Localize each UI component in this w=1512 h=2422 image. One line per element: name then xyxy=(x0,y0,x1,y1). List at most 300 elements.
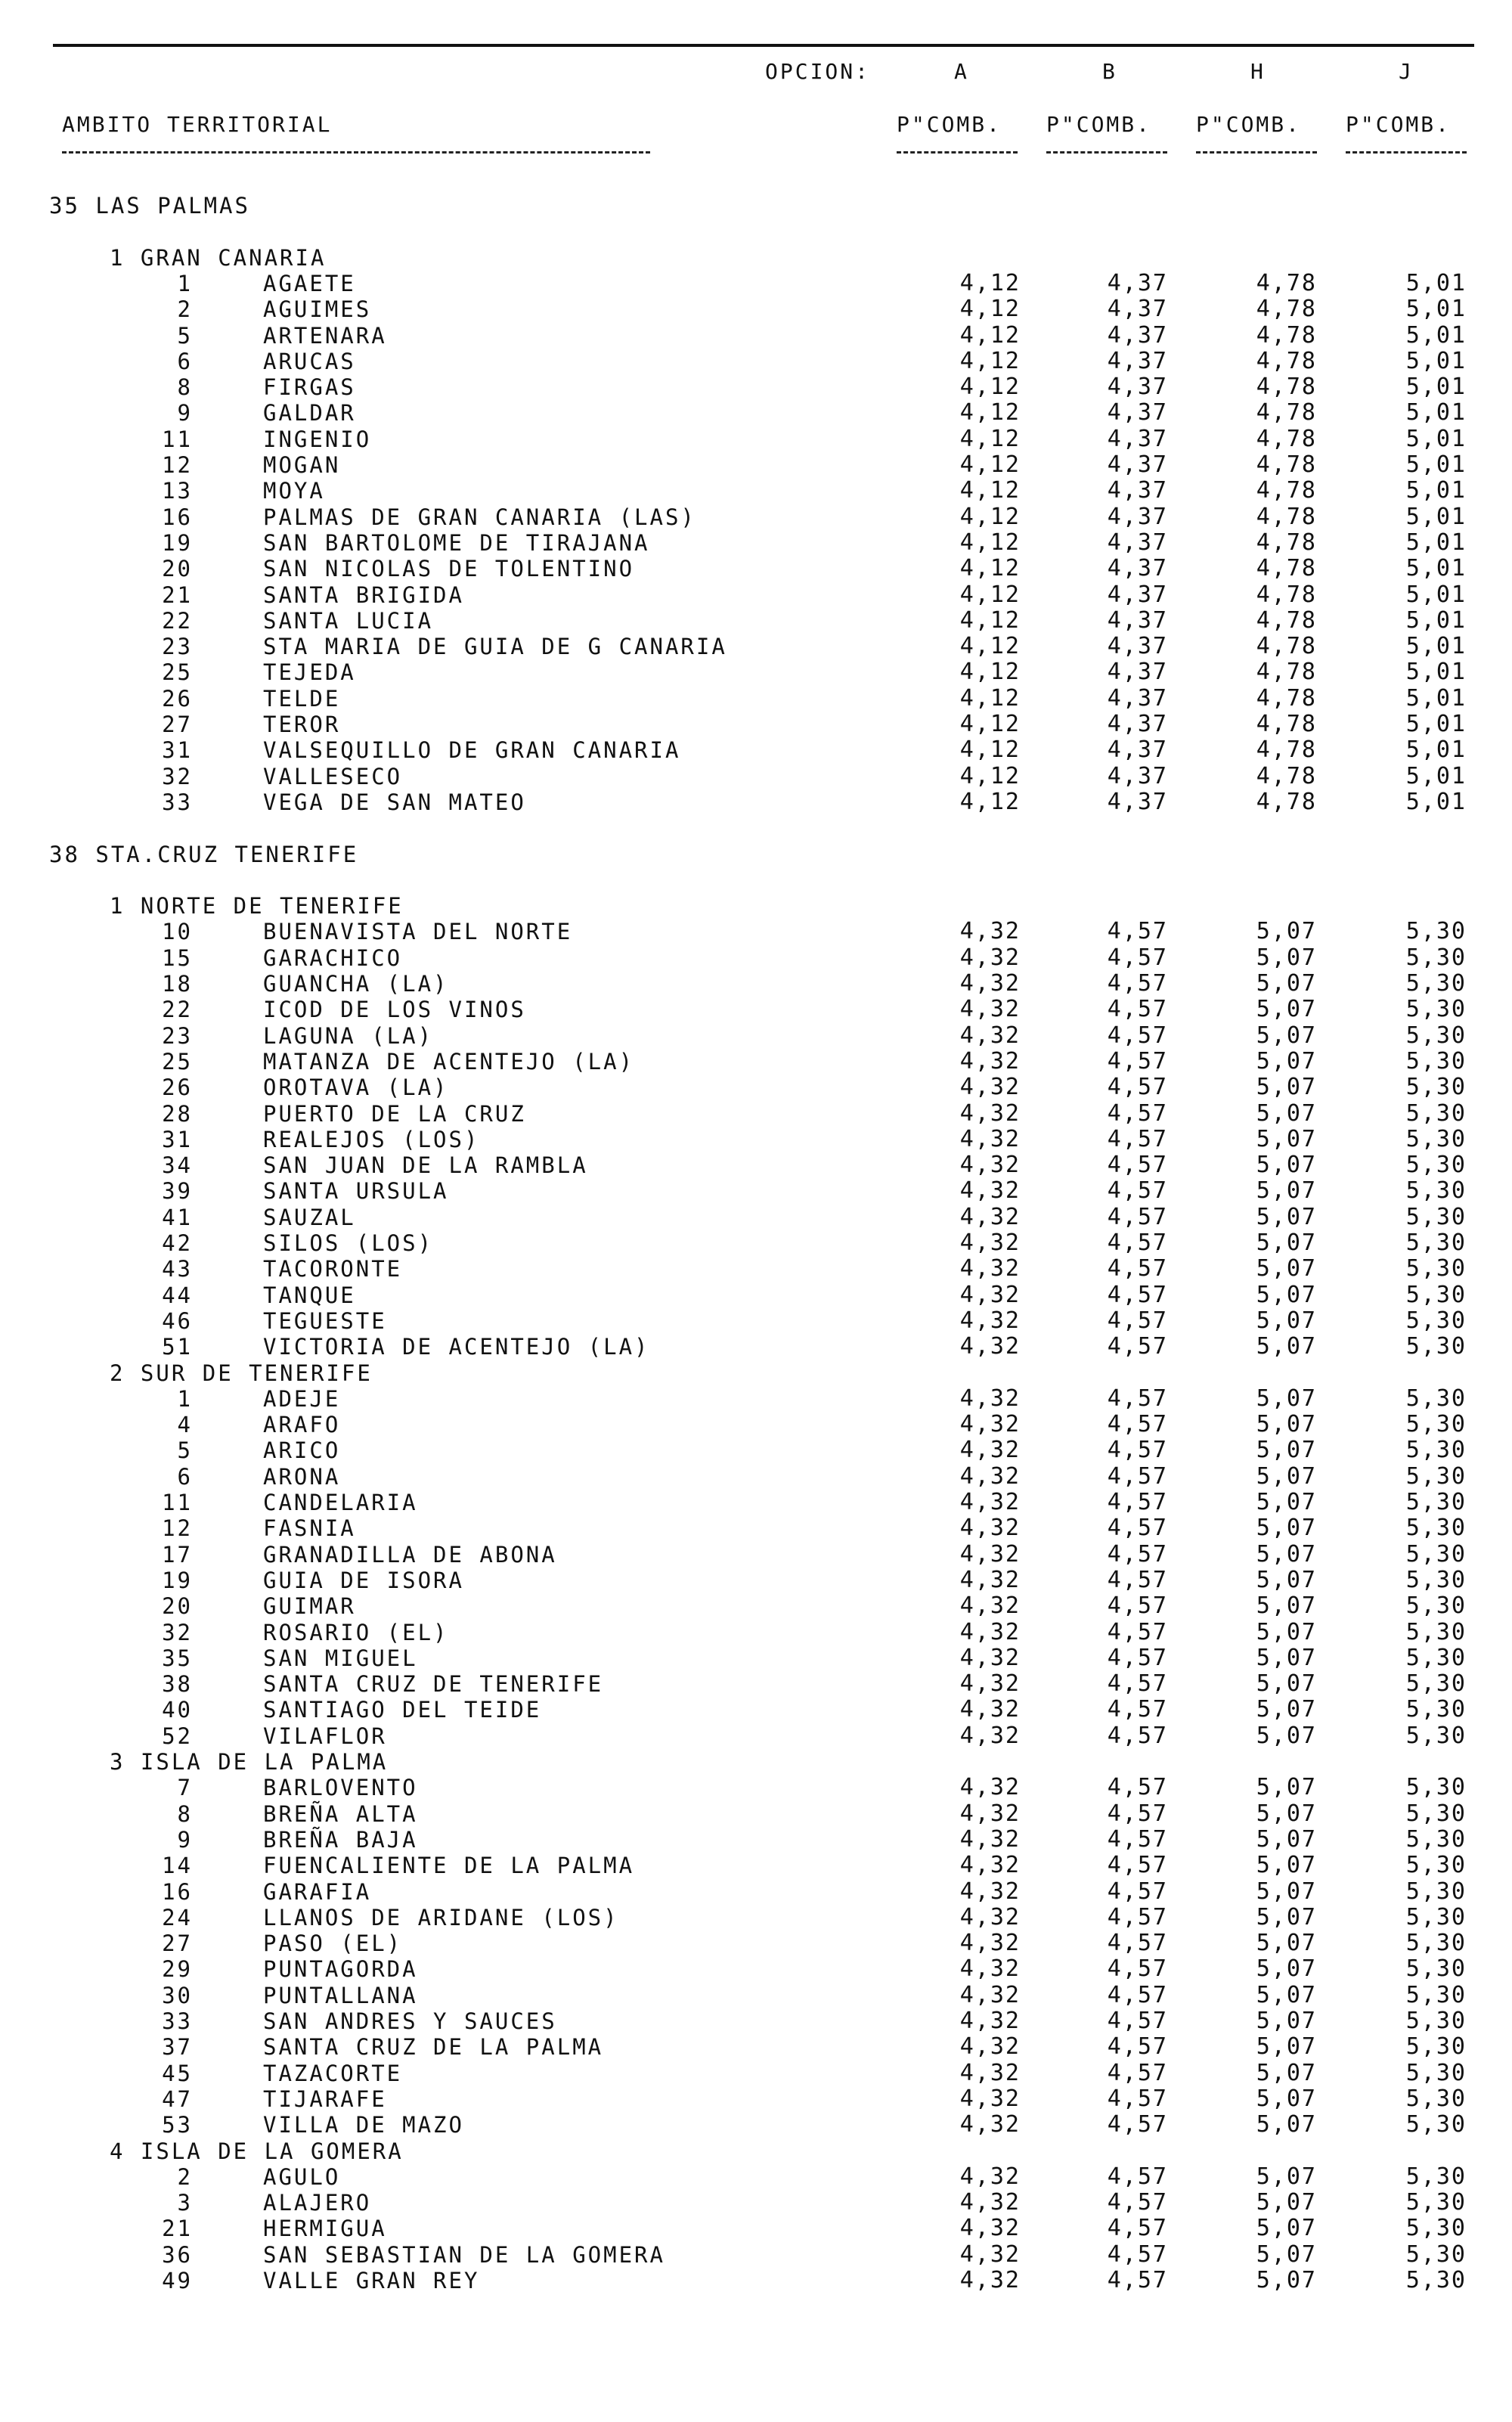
price-value-j: 5,30 xyxy=(1405,1230,1467,1256)
municipality-code: 20 xyxy=(162,556,193,582)
municipality-code: 13 xyxy=(162,478,193,504)
price-value-a: 4,32 xyxy=(959,1696,1021,1723)
price-value-h: 4,78 xyxy=(1256,555,1317,582)
price-value-a: 4,12 xyxy=(959,555,1021,582)
price-value-a: 4,32 xyxy=(959,1878,1021,1905)
municipality-code: 42 xyxy=(162,1230,193,1256)
price-value-h: 5,07 xyxy=(1256,1047,1317,1075)
price-value-j: 5,01 xyxy=(1405,581,1467,608)
price-value-b: 4,57 xyxy=(1107,2059,1168,2086)
price-value-b: 4,57 xyxy=(1107,970,1168,997)
municipality-name: GUIA DE ISORA xyxy=(263,1567,464,1593)
price-value-j: 5,30 xyxy=(1405,1800,1467,1827)
price-value-h: 5,07 xyxy=(1256,2008,1317,2034)
price-value-h: 5,07 xyxy=(1256,944,1317,971)
price-value-h: 5,07 xyxy=(1256,1644,1317,1671)
price-value-j: 5,01 xyxy=(1405,425,1467,452)
price-value-b: 4,57 xyxy=(1107,1022,1168,1049)
price-value-h: 4,78 xyxy=(1256,347,1317,374)
municipality-name: ARTENARA xyxy=(263,322,387,349)
municipality-name: AGAETE xyxy=(263,270,356,296)
municipality-code: 31 xyxy=(162,737,193,764)
municipality-name: TEGUESTE xyxy=(263,1307,387,1334)
municipality-code: 21 xyxy=(162,2216,193,2242)
price-value-a: 4,32 xyxy=(959,1022,1021,1049)
price-value-j: 5,30 xyxy=(1405,1203,1467,1230)
municipality-code: 1 xyxy=(177,270,193,296)
price-value-b: 4,57 xyxy=(1107,1307,1168,1334)
col-h-underline xyxy=(1196,151,1317,154)
price-value-b: 4,57 xyxy=(1107,1722,1168,1749)
price-value-a: 4,32 xyxy=(959,1592,1021,1620)
municipality-code: 22 xyxy=(162,607,193,634)
price-value-b: 4,57 xyxy=(1107,1930,1168,1957)
municipality-code: 23 xyxy=(162,634,193,660)
island-heading: 1 GRAN CANARIA xyxy=(110,244,327,271)
municipality-code: 21 xyxy=(162,581,193,608)
municipality-code: 23 xyxy=(162,1022,193,1049)
municipality-code: 8 xyxy=(177,1800,193,1827)
price-value-h: 5,07 xyxy=(1256,1930,1317,1957)
municipality-code: 49 xyxy=(162,2268,193,2293)
price-value-a: 4,12 xyxy=(959,451,1021,478)
option-j-header: J xyxy=(1399,59,1414,84)
price-value-h: 4,78 xyxy=(1256,684,1317,712)
price-value-h: 4,78 xyxy=(1256,633,1317,660)
price-value-h: 4,78 xyxy=(1256,269,1317,296)
price-value-b: 4,57 xyxy=(1107,1489,1168,1515)
municipality-name: ARAFO xyxy=(263,1412,341,1438)
price-value-j: 5,01 xyxy=(1405,788,1467,815)
price-value-b: 4,37 xyxy=(1107,503,1168,530)
price-value-a: 4,32 xyxy=(959,1644,1021,1671)
price-value-h: 5,07 xyxy=(1256,1437,1317,1464)
price-value-b: 4,57 xyxy=(1107,1099,1168,1127)
price-value-a: 4,12 xyxy=(959,633,1021,660)
price-value-j: 5,30 xyxy=(1405,1618,1467,1645)
price-value-j: 5,30 xyxy=(1405,970,1467,997)
price-value-a: 4,12 xyxy=(959,581,1021,608)
price-value-h: 4,78 xyxy=(1256,788,1317,815)
price-value-b: 4,57 xyxy=(1107,1852,1168,1879)
option-a-header: A xyxy=(954,59,969,84)
price-value-h: 4,78 xyxy=(1256,606,1317,634)
municipality-name: VEGA DE SAN MATEO xyxy=(263,789,526,815)
price-value-b: 4,57 xyxy=(1107,1774,1168,1801)
municipality-name: SAUZAL xyxy=(263,1204,356,1230)
price-value-b: 4,57 xyxy=(1107,1047,1168,1075)
municipality-name: SILOS (LOS) xyxy=(263,1230,434,1256)
price-value-a: 4,32 xyxy=(959,2241,1021,2268)
price-value-a: 4,32 xyxy=(959,1125,1021,1152)
municipality-name: TANQUE xyxy=(263,1282,356,1308)
price-value-a: 4,32 xyxy=(959,1385,1021,1412)
price-value-h: 4,78 xyxy=(1256,321,1317,349)
municipality-name: MATANZA DE ACENTEJO (LA) xyxy=(263,1048,635,1075)
price-value-h: 4,78 xyxy=(1256,762,1317,789)
price-value-h: 5,07 xyxy=(1256,2059,1317,2086)
island-heading: 1 NORTE DE TENERIFE xyxy=(110,893,404,919)
price-value-b: 4,57 xyxy=(1107,1255,1168,1282)
municipality-name: SANTA CRUZ DE LA PALMA xyxy=(263,2034,604,2061)
price-value-b: 4,57 xyxy=(1107,1955,1168,1983)
price-value-a: 4,12 xyxy=(959,503,1021,530)
municipality-name: OROTAVA (LA) xyxy=(263,1075,449,1101)
price-value-h: 5,07 xyxy=(1256,1462,1317,1490)
price-value-a: 4,12 xyxy=(959,399,1021,426)
price-value-b: 4,57 xyxy=(1107,1203,1168,1230)
price-value-b: 4,37 xyxy=(1107,425,1168,452)
price-value-a: 4,32 xyxy=(959,2189,1021,2216)
municipality-name: CANDELARIA xyxy=(263,1490,418,1515)
price-value-b: 4,57 xyxy=(1107,1800,1168,1827)
col-b-label: P"COMB. xyxy=(1046,112,1152,137)
municipality-code: 6 xyxy=(177,348,193,374)
price-value-j: 5,01 xyxy=(1405,399,1467,426)
municipality-code: 33 xyxy=(162,789,193,815)
price-value-b: 4,37 xyxy=(1107,451,1168,478)
price-value-j: 5,30 xyxy=(1405,1099,1467,1127)
price-value-j: 5,01 xyxy=(1405,711,1467,737)
col-j-underline xyxy=(1346,151,1467,154)
price-value-a: 4,32 xyxy=(959,1152,1021,1179)
price-value-a: 4,32 xyxy=(959,1074,1021,1101)
top-rule xyxy=(53,44,1474,47)
price-value-j: 5,30 xyxy=(1405,2163,1467,2190)
ambito-underline xyxy=(62,151,650,154)
municipality-code: 10 xyxy=(162,919,193,945)
price-value-j: 5,30 xyxy=(1405,1722,1467,1749)
price-value-h: 4,78 xyxy=(1256,374,1317,401)
municipality-name: GARACHICO xyxy=(263,944,403,971)
price-value-h: 4,78 xyxy=(1256,399,1317,426)
municipality-code: 12 xyxy=(162,1515,193,1542)
price-value-j: 5,30 xyxy=(1405,1566,1467,1593)
price-value-a: 4,32 xyxy=(959,944,1021,971)
price-value-j: 5,01 xyxy=(1405,737,1467,764)
price-value-h: 5,07 xyxy=(1256,1566,1317,1593)
price-value-j: 5,30 xyxy=(1405,1955,1467,1983)
municipality-code: 9 xyxy=(177,400,193,426)
municipality-name: FIRGAS xyxy=(263,374,356,401)
municipality-code: 27 xyxy=(162,712,193,737)
price-value-a: 4,32 xyxy=(959,2215,1021,2242)
price-value-b: 4,57 xyxy=(1107,1462,1168,1490)
municipality-code: 15 xyxy=(162,944,193,971)
price-value-a: 4,32 xyxy=(959,1981,1021,2008)
municipality-code: 26 xyxy=(162,685,193,712)
municipality-code: 33 xyxy=(162,2008,193,2034)
price-value-a: 4,12 xyxy=(959,711,1021,737)
municipality-code: 35 xyxy=(162,1645,193,1671)
price-value-b: 4,37 xyxy=(1107,711,1168,737)
price-value-j: 5,30 xyxy=(1405,1981,1467,2008)
price-value-h: 5,07 xyxy=(1256,1230,1317,1256)
price-value-j: 5,30 xyxy=(1405,1592,1467,1620)
municipality-code: 39 xyxy=(162,1178,193,1205)
municipality-name: AGUIMES xyxy=(263,296,372,323)
price-value-a: 4,32 xyxy=(959,1047,1021,1075)
price-value-h: 5,07 xyxy=(1256,2267,1317,2293)
municipality-name: GALDAR xyxy=(263,400,356,426)
price-value-h: 5,07 xyxy=(1256,1203,1317,1230)
municipality-code: 38 xyxy=(162,1671,193,1698)
municipality-code: 12 xyxy=(162,452,193,478)
price-value-h: 5,07 xyxy=(1256,1177,1317,1205)
price-value-b: 4,37 xyxy=(1107,684,1168,712)
price-value-b: 4,57 xyxy=(1107,1230,1168,1256)
price-value-b: 4,57 xyxy=(1107,1333,1168,1360)
price-value-a: 4,32 xyxy=(959,1955,1021,1983)
municipality-name: VILAFLOR xyxy=(263,1723,387,1749)
municipality-code: 40 xyxy=(162,1697,193,1723)
municipality-code: 32 xyxy=(162,763,193,789)
municipality-code: 2 xyxy=(177,2163,193,2190)
municipality-name: VALSEQUILLO DE GRAN CANARIA xyxy=(263,737,681,764)
price-value-j: 5,30 xyxy=(1405,2215,1467,2242)
price-value-j: 5,30 xyxy=(1405,1385,1467,1412)
price-value-b: 4,57 xyxy=(1107,1437,1168,1464)
municipality-name: BARLOVENTO xyxy=(263,1775,418,1801)
price-value-a: 4,12 xyxy=(959,762,1021,789)
price-value-b: 4,37 xyxy=(1107,788,1168,815)
price-value-a: 4,32 xyxy=(959,1930,1021,1957)
price-value-h: 5,07 xyxy=(1256,1022,1317,1049)
municipality-code: 19 xyxy=(162,529,193,556)
island-heading: 4 ISLA DE LA GOMERA xyxy=(110,2138,404,2164)
price-value-b: 4,37 xyxy=(1107,581,1168,608)
price-value-h: 5,07 xyxy=(1256,1152,1317,1179)
ambito-territorial-label: AMBITO TERRITORIAL xyxy=(62,112,333,137)
price-value-a: 4,32 xyxy=(959,1203,1021,1230)
price-value-h: 5,07 xyxy=(1256,1515,1317,1542)
price-value-a: 4,32 xyxy=(959,1230,1021,1256)
municipality-name: FASNIA xyxy=(263,1515,356,1542)
price-value-b: 4,37 xyxy=(1107,633,1168,660)
price-value-b: 4,57 xyxy=(1107,918,1168,945)
price-value-j: 5,30 xyxy=(1405,1152,1467,1179)
price-value-b: 4,57 xyxy=(1107,2111,1168,2138)
price-value-b: 4,57 xyxy=(1107,1644,1168,1671)
price-value-a: 4,32 xyxy=(959,970,1021,997)
municipality-code: 45 xyxy=(162,2060,193,2086)
municipality-code: 29 xyxy=(162,1956,193,1983)
price-value-b: 4,57 xyxy=(1107,1515,1168,1542)
price-value-j: 5,01 xyxy=(1405,633,1467,660)
price-value-a: 4,32 xyxy=(959,996,1021,1023)
price-value-a: 4,32 xyxy=(959,1333,1021,1360)
option-b-header: B xyxy=(1102,59,1117,84)
price-value-j: 5,30 xyxy=(1405,1437,1467,1464)
price-value-b: 4,57 xyxy=(1107,2215,1168,2242)
price-value-b: 4,57 xyxy=(1107,2189,1168,2216)
price-value-a: 4,12 xyxy=(959,737,1021,764)
price-value-h: 5,07 xyxy=(1256,1074,1317,1101)
municipality-code: 11 xyxy=(162,426,193,452)
price-value-h: 5,07 xyxy=(1256,1825,1317,1853)
price-value-j: 5,01 xyxy=(1405,555,1467,582)
price-value-j: 5,30 xyxy=(1405,1852,1467,1879)
municipality-code: 11 xyxy=(162,1490,193,1515)
price-value-j: 5,30 xyxy=(1405,1825,1467,1853)
price-value-a: 4,12 xyxy=(959,788,1021,815)
price-value-j: 5,30 xyxy=(1405,2059,1467,2086)
municipality-name: TELDE xyxy=(263,685,341,712)
price-value-b: 4,57 xyxy=(1107,2033,1168,2061)
municipality-name: LAGUNA (LA) xyxy=(263,1022,434,1049)
municipality-name: SAN ANDRES Y SAUCES xyxy=(263,2008,557,2034)
price-value-h: 4,78 xyxy=(1256,451,1317,478)
price-value-a: 4,32 xyxy=(959,1437,1021,1464)
island-heading: 3 ISLA DE LA PALMA xyxy=(110,1749,389,1775)
municipality-name: REALEJOS (LOS) xyxy=(263,1126,480,1152)
price-value-h: 5,07 xyxy=(1256,1125,1317,1152)
municipality-name: GRANADILLA DE ABONA xyxy=(263,1541,557,1568)
price-value-a: 4,32 xyxy=(959,2267,1021,2293)
price-value-b: 4,57 xyxy=(1107,1540,1168,1568)
price-value-a: 4,32 xyxy=(959,1540,1021,1568)
col-b-underline xyxy=(1046,151,1167,154)
price-value-b: 4,57 xyxy=(1107,1696,1168,1723)
municipality-code: 8 xyxy=(177,374,193,401)
municipality-code: 37 xyxy=(162,2034,193,2061)
price-value-h: 5,07 xyxy=(1256,1411,1317,1438)
price-value-h: 4,78 xyxy=(1256,529,1317,556)
price-value-h: 5,07 xyxy=(1256,1670,1317,1698)
municipality-code: 19 xyxy=(162,1567,193,1593)
municipality-name: GUIMAR xyxy=(263,1593,356,1620)
price-value-a: 4,12 xyxy=(959,296,1021,323)
price-value-h: 5,07 xyxy=(1256,1852,1317,1879)
price-value-b: 4,37 xyxy=(1107,737,1168,764)
price-value-b: 4,37 xyxy=(1107,296,1168,323)
price-value-h: 5,07 xyxy=(1256,1696,1317,1723)
municipality-name: ADEJE xyxy=(263,1385,341,1412)
price-value-h: 5,07 xyxy=(1256,918,1317,945)
price-value-b: 4,37 xyxy=(1107,399,1168,426)
price-value-j: 5,30 xyxy=(1405,1878,1467,1905)
price-value-b: 4,57 xyxy=(1107,1566,1168,1593)
municipality-name: SANTIAGO DEL TEIDE xyxy=(263,1697,542,1723)
municipality-code: 20 xyxy=(162,1593,193,1620)
price-value-b: 4,57 xyxy=(1107,1385,1168,1412)
price-value-b: 4,57 xyxy=(1107,1825,1168,1853)
municipality-code: 7 xyxy=(177,1775,193,1801)
municipality-name: PUNTALLANA xyxy=(263,1982,418,2008)
price-value-b: 4,37 xyxy=(1107,555,1168,582)
price-value-b: 4,57 xyxy=(1107,1281,1168,1308)
price-value-h: 4,78 xyxy=(1256,711,1317,737)
price-value-j: 5,30 xyxy=(1405,1903,1467,1930)
price-value-j: 5,01 xyxy=(1405,477,1467,504)
municipality-name: AGULO xyxy=(263,2163,341,2190)
price-value-j: 5,30 xyxy=(1405,2033,1467,2061)
price-value-b: 4,57 xyxy=(1107,1670,1168,1698)
price-value-b: 4,37 xyxy=(1107,606,1168,634)
price-value-j: 5,30 xyxy=(1405,996,1467,1023)
price-value-b: 4,57 xyxy=(1107,2085,1168,2112)
price-value-j: 5,01 xyxy=(1405,451,1467,478)
price-value-a: 4,32 xyxy=(959,1903,1021,1930)
price-value-a: 4,32 xyxy=(959,2085,1021,2112)
price-value-a: 4,12 xyxy=(959,269,1021,296)
price-value-h: 4,78 xyxy=(1256,425,1317,452)
municipality-name: BREÑA BAJA xyxy=(263,1826,418,1853)
price-value-h: 5,07 xyxy=(1256,1981,1317,2008)
municipality-code: 16 xyxy=(162,1878,193,1905)
price-value-b: 4,37 xyxy=(1107,374,1168,401)
municipality-name: ROSARIO (EL) xyxy=(263,1619,449,1645)
price-value-a: 4,32 xyxy=(959,1774,1021,1801)
price-value-j: 5,30 xyxy=(1405,1333,1467,1360)
municipality-name: PALMAS DE GRAN CANARIA (LAS) xyxy=(263,504,696,530)
price-value-b: 4,57 xyxy=(1107,1592,1168,1620)
municipality-code: 5 xyxy=(177,322,193,349)
municipality-name: SANTA BRIGIDA xyxy=(263,581,464,608)
price-value-j: 5,30 xyxy=(1405,944,1467,971)
municipality-name: ALAJERO xyxy=(263,2190,372,2216)
price-value-a: 4,32 xyxy=(959,1177,1021,1205)
price-value-j: 5,30 xyxy=(1405,1255,1467,1282)
price-value-h: 5,07 xyxy=(1256,1307,1317,1334)
municipality-name: SAN NICOLAS DE TOLENTINO xyxy=(263,556,635,582)
municipality-code: 16 xyxy=(162,504,193,530)
price-value-b: 4,37 xyxy=(1107,347,1168,374)
municipality-name: VILLA DE MAZO xyxy=(263,2112,464,2138)
municipality-code: 4 xyxy=(177,1412,193,1438)
municipality-code: 2 xyxy=(177,296,193,323)
price-value-h: 5,07 xyxy=(1256,2033,1317,2061)
price-value-h: 5,07 xyxy=(1256,2163,1317,2190)
price-value-j: 5,30 xyxy=(1405,2241,1467,2268)
municipality-name: FUENCALIENTE DE LA PALMA xyxy=(263,1853,635,1879)
municipality-name: INGENIO xyxy=(263,426,372,452)
municipality-name: PUERTO DE LA CRUZ xyxy=(263,1100,526,1127)
municipality-name: SANTA URSULA xyxy=(263,1178,449,1205)
municipality-name: SAN SEBASTIAN DE LA GOMERA xyxy=(263,2241,665,2268)
price-value-j: 5,01 xyxy=(1405,606,1467,634)
province-heading: 38 STA.CRUZ TENERIFE xyxy=(49,841,359,867)
municipality-code: 17 xyxy=(162,1541,193,1568)
municipality-name: VICTORIA DE ACENTEJO (LA) xyxy=(263,1334,650,1360)
municipality-code: 1 xyxy=(177,1385,193,1412)
price-value-h: 5,07 xyxy=(1256,1333,1317,1360)
price-value-j: 5,30 xyxy=(1405,1644,1467,1671)
municipality-name: MOYA xyxy=(263,478,325,504)
municipality-name: VALLESECO xyxy=(263,763,403,789)
island-heading: 2 SUR DE TENERIFE xyxy=(110,1360,373,1386)
price-value-b: 4,57 xyxy=(1107,1618,1168,1645)
price-value-a: 4,32 xyxy=(959,1099,1021,1127)
price-value-j: 5,01 xyxy=(1405,374,1467,401)
price-value-h: 5,07 xyxy=(1256,1800,1317,1827)
municipality-name: TAZACORTE xyxy=(263,2060,403,2086)
price-value-h: 5,07 xyxy=(1256,1955,1317,1983)
municipality-name: TEJEDA xyxy=(263,659,356,686)
price-value-a: 4,32 xyxy=(959,1462,1021,1490)
price-value-h: 4,78 xyxy=(1256,296,1317,323)
price-value-h: 5,07 xyxy=(1256,1540,1317,1568)
municipality-name: SAN MIGUEL xyxy=(263,1645,418,1671)
municipality-code: 32 xyxy=(162,1619,193,1645)
option-h-header: H xyxy=(1250,59,1266,84)
price-value-h: 5,07 xyxy=(1256,1255,1317,1282)
price-value-b: 4,37 xyxy=(1107,477,1168,504)
municipality-code: 25 xyxy=(162,1048,193,1075)
price-value-j: 5,01 xyxy=(1405,762,1467,789)
price-value-a: 4,32 xyxy=(959,1515,1021,1542)
price-value-a: 4,32 xyxy=(959,2059,1021,2086)
